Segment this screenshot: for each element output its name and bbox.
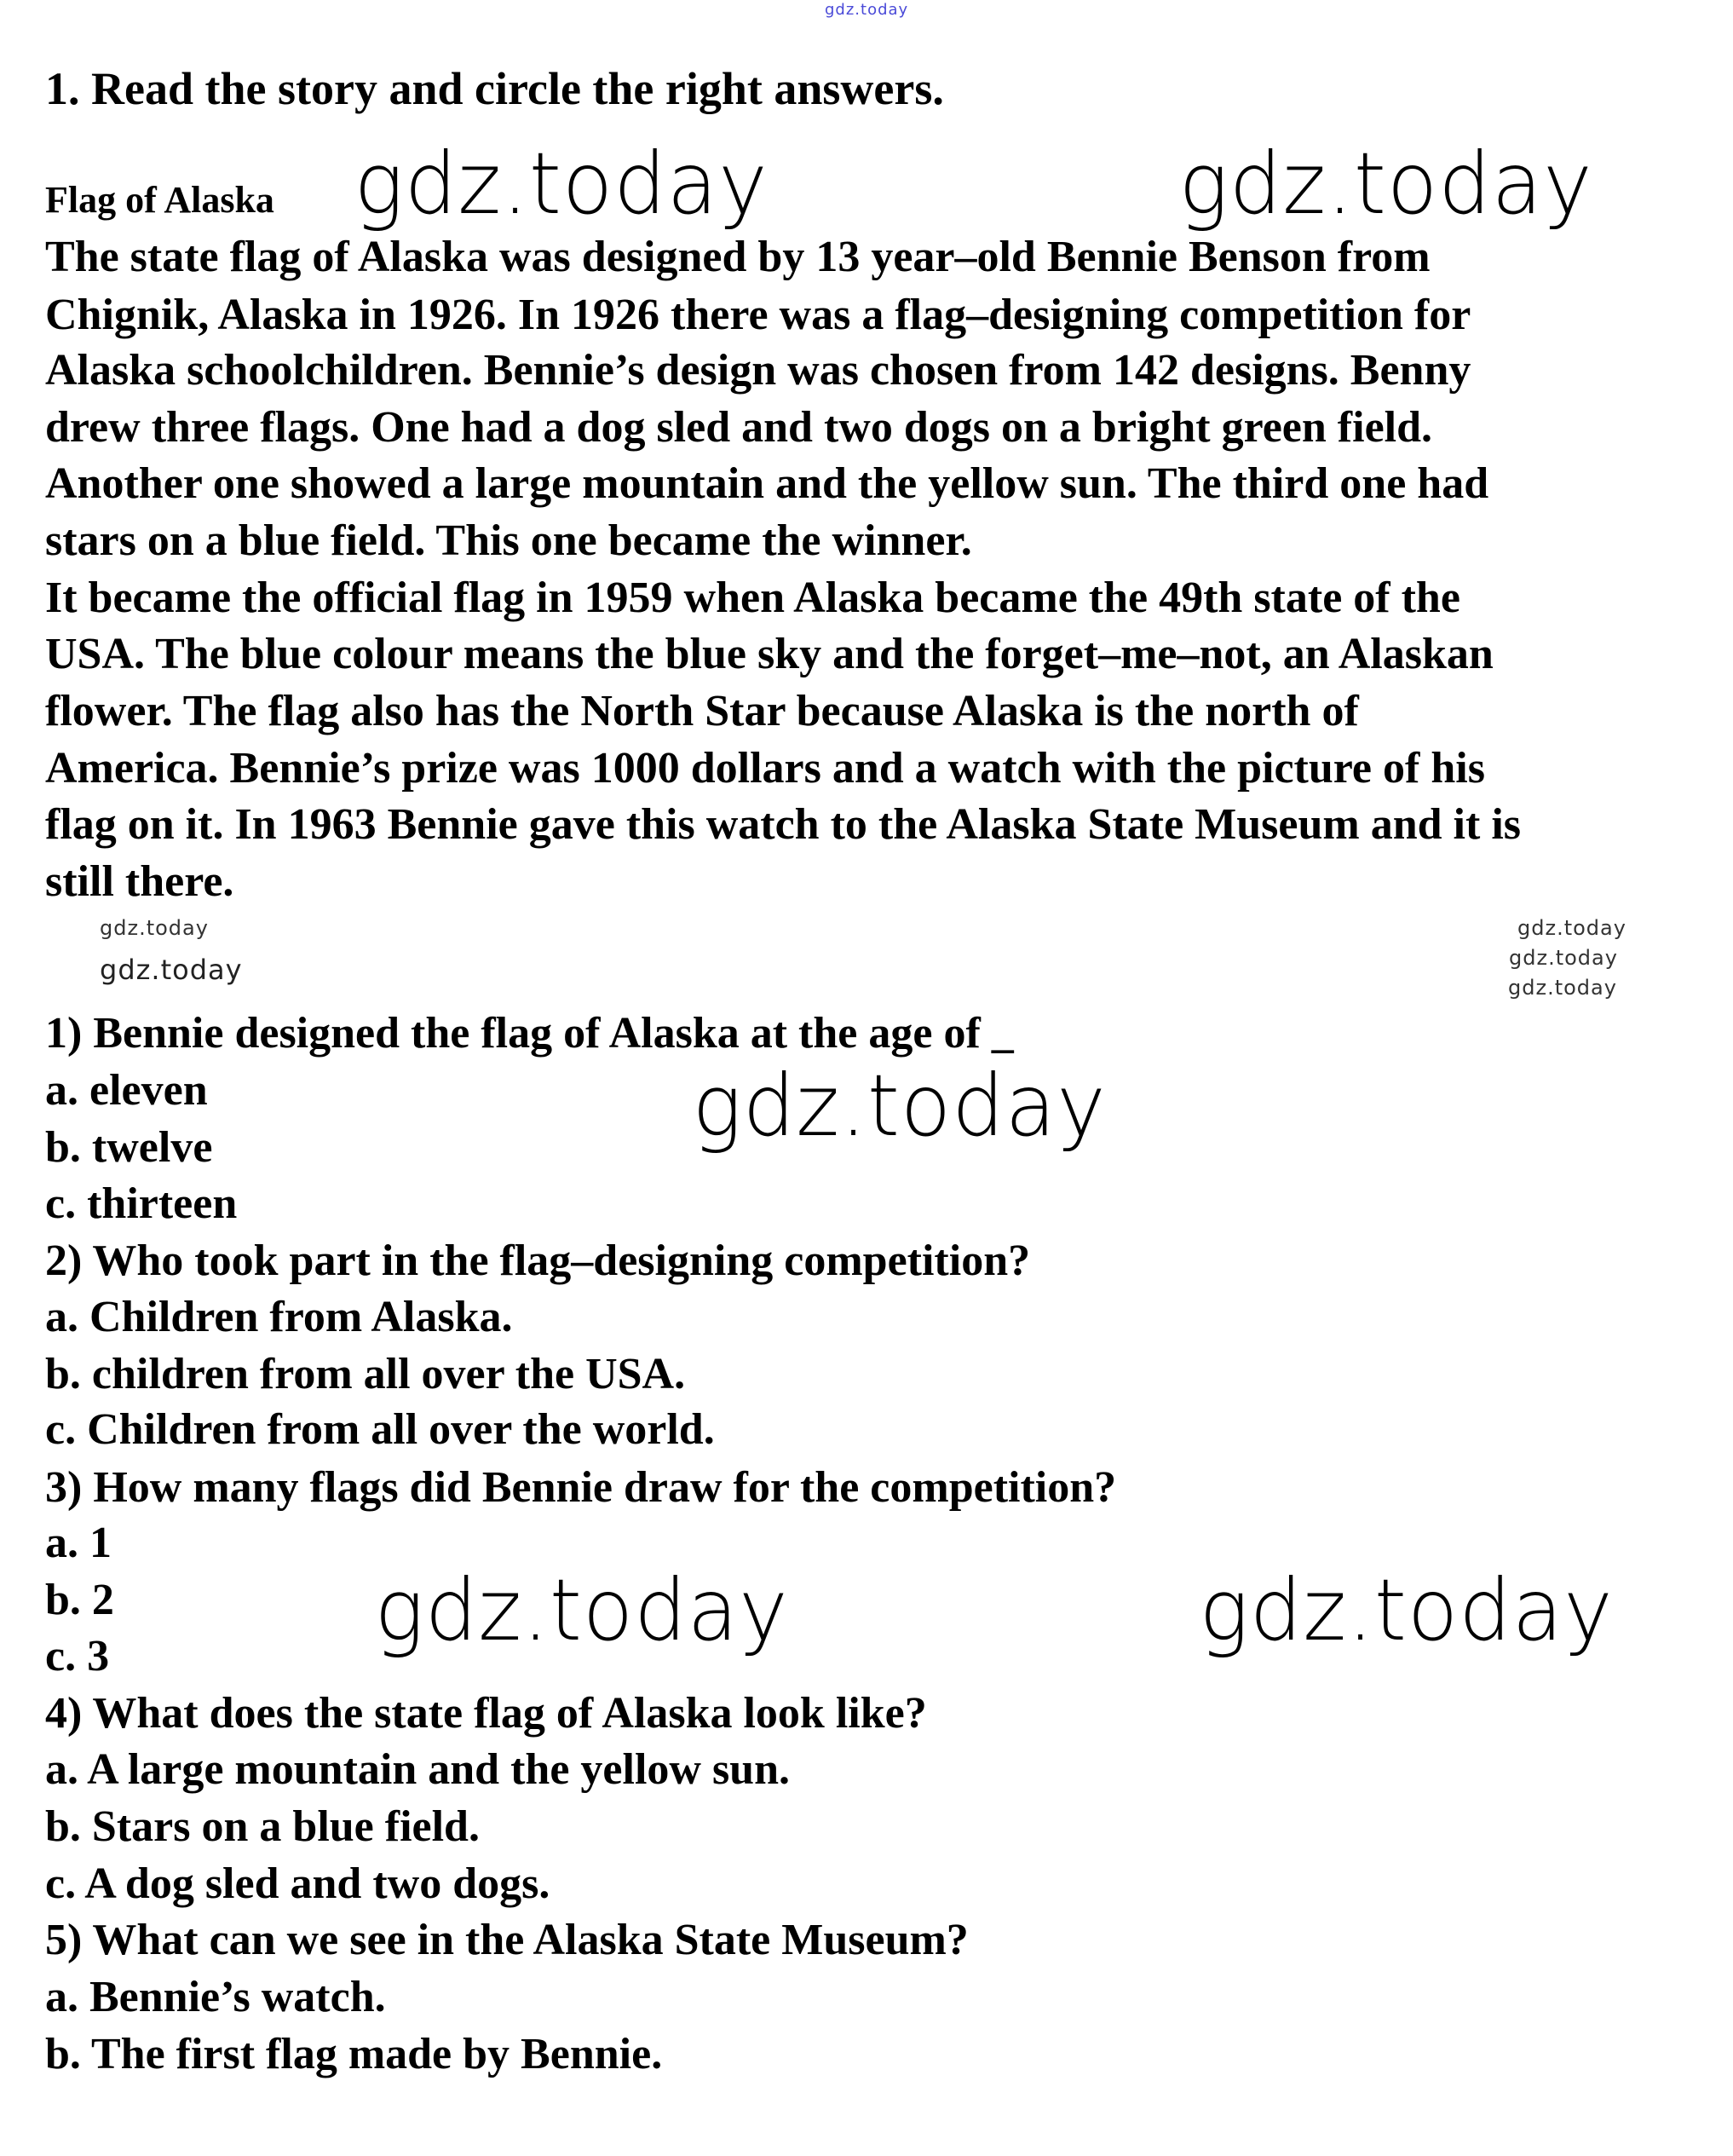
question: 1) Bennie designed the flag of Alaska at the age of _ xyxy=(45,1009,1014,1058)
watermark: gdz.today xyxy=(1508,976,1617,1000)
story-line: Alaska schoolchildren. Bennie’s design was chosen from 142 designs. Benny xyxy=(45,346,1471,395)
answer-option[interactable]: b. children from all over the USA. xyxy=(45,1350,686,1398)
story-line: It became the official flag in 1959 when Alaska became the 49th state of the xyxy=(45,574,1460,622)
answer-option[interactable]: b. twelve xyxy=(45,1123,213,1172)
watermark: gdz.today xyxy=(1509,946,1618,970)
watermark: gdz.today xyxy=(1517,916,1626,940)
question: 5) What can we see in the Alaska State Museum? xyxy=(45,1916,969,1964)
answer-option[interactable]: a. 1 xyxy=(45,1519,112,1567)
story-line: USA. The blue colour means the blue sky and the forget–me–not, an Alaskan xyxy=(45,630,1494,678)
answer-option[interactable]: c. A dog sled and two dogs. xyxy=(45,1859,550,1908)
watermark: gdz.today xyxy=(354,134,769,233)
story-line: flag on it. In 1963 Bennie gave this watch to the Alaska State Museum and it is xyxy=(45,800,1521,849)
story-title: Flag of Alaska xyxy=(45,179,274,221)
question: 3) How many flags did Bennie draw for the competition? xyxy=(45,1463,1117,1512)
story-line: The state flag of Alaska was designed by 13 year–old Bennie Benson from xyxy=(45,233,1431,281)
watermark-top: gdz.today xyxy=(825,1,909,19)
answer-option[interactable]: c. Children from all over the world. xyxy=(45,1405,715,1454)
watermark: gdz.today xyxy=(1178,134,1593,233)
answer-option[interactable]: c. thirteen xyxy=(45,1179,238,1228)
question: 4) What does the state flag of Alaska look like? xyxy=(45,1689,927,1738)
story-line: flower. The flag also has the North Star because Alaska is the north of xyxy=(45,687,1359,735)
answer-option[interactable]: a. A large mountain and the yellow sun. xyxy=(45,1745,791,1794)
answer-option[interactable]: b. 2 xyxy=(45,1576,114,1624)
story-line: Another one showed a large mountain and the yellow sun. The third one had xyxy=(45,459,1489,508)
story-line: America. Bennie’s prize was 1000 dollars and a watch with the picture of his xyxy=(45,744,1485,793)
watermark: gdz.today xyxy=(100,916,209,940)
answer-option[interactable]: b. Stars on a blue field. xyxy=(45,1802,480,1851)
watermark: gdz.today xyxy=(374,1560,789,1660)
answer-option[interactable]: c. 3 xyxy=(45,1632,110,1680)
story-line: still there. xyxy=(45,857,234,906)
answer-option[interactable]: b. The first flag made by Bennie. xyxy=(45,2030,663,2078)
story-line: drew three flags. One had a dog sled and two dogs on a bright green field. xyxy=(45,403,1433,452)
story-line: Chignik, Alaska in 1926. In 1926 there was a flag–designing competition for xyxy=(45,291,1471,339)
watermark: gdz.today xyxy=(100,954,243,986)
answer-option[interactable]: a. Children from Alaska. xyxy=(45,1293,513,1341)
question: 2) Who took part in the flag–designing competition? xyxy=(45,1237,1031,1285)
watermark: gdz.today xyxy=(1199,1560,1614,1660)
exercise-heading: 1. Read the story and circle the right answers. xyxy=(45,63,944,114)
story-line: stars on a blue field. This one became the winner. xyxy=(45,516,972,565)
watermark: gdz.today xyxy=(692,1056,1107,1156)
answer-option[interactable]: a. eleven xyxy=(45,1066,208,1115)
answer-option[interactable]: a. Bennie’s watch. xyxy=(45,1973,386,2021)
